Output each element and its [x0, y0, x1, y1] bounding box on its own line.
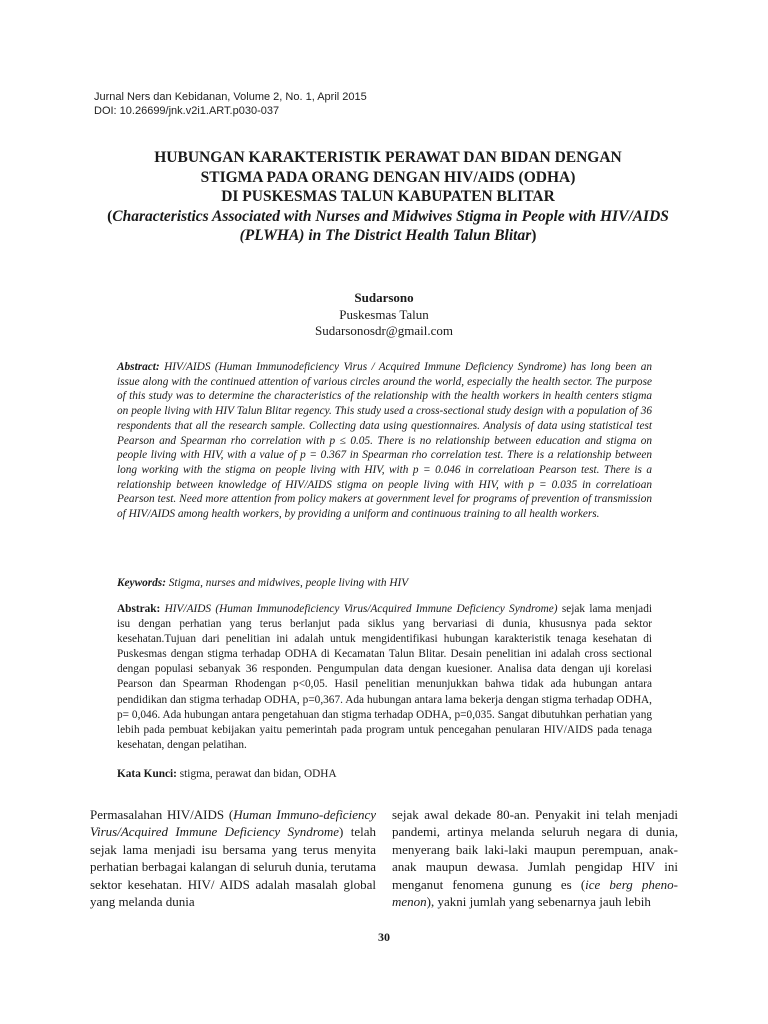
abstract-id-italic: HIV/AIDS (Human Immunodeficiency Virus/Acquired Immune Deficiency Syndrome): [164, 603, 558, 615]
title-en-open: (: [107, 207, 113, 225]
title-en-text: Characteristics Associated with Nurses and Midwives Stigma in People with HIV/AIDS (PLWHA) in The District Health Talun Blitar: [112, 207, 669, 244]
abstract-en-label: Abstract:: [117, 361, 160, 373]
journal-doi: DOI: 10.26699/jnk.v2i1.ART.p030-037: [94, 105, 280, 117]
keywords-id-label: Kata Kunci:: [117, 768, 177, 780]
body-left-italic-1: Human Immuno-deficiency Virus/Acquired Immune Deficiency Syndrome: [90, 807, 377, 840]
body-column-right: [392, 806, 678, 910]
title-id-line-1: HUBUNGAN KARAKTERISTIK PERAWAT DAN BIDAN DENGAN: [154, 149, 622, 166]
author-name: Sudarsono: [354, 290, 414, 305]
title-id-line-2: STIGMA PADA ORANG DENGAN HIV/AIDS (ODHA): [200, 168, 576, 186]
abstract-id-label: Abstrak:: [117, 603, 161, 615]
author-affiliation: Puskesmas Talun: [339, 306, 429, 322]
keywords-en-label: Keywords:: [117, 577, 166, 589]
keywords-indonesian: [117, 767, 652, 782]
article-title: [80, 148, 696, 246]
title-en-close: ): [531, 227, 537, 244]
title-id-line-3: DI PUSKESMAS TALUN KABUPATEN BLITAR: [221, 188, 555, 205]
author-block: [0, 290, 768, 340]
title-en: [80, 207, 696, 246]
body-right-part-1: sejak awal dekade 80-an. Penyakit ini telah menjadi pandemi, artinya melanda seluruh negara di dunia, menyerang baik laki-laki maupun perempuan, anak-anak maupun dewasa. Jumlah pengidap HIV ini menganut fenomena gunung es (: [392, 807, 678, 892]
journal-citation: Jurnal Ners dan Kebidanan, Volume 2, No. 1, April 2015: [94, 91, 367, 103]
keywords-english: [117, 576, 652, 591]
keywords-en-text: Stigma, nurses and midwives, people living with HIV: [168, 577, 409, 589]
keywords-id-text: stigma, perawat dan bidan, ODHA: [179, 768, 337, 780]
body-column-left: [90, 806, 376, 910]
journal-header: [94, 90, 367, 118]
abstract-en-text: HIV/AIDS (Human Immunodeficiency Virus / Acquired Immune Deficiency Syndrome) has long been an issue along with the continued attention of various circles around the world, especially the health sector. The purpose of this study was to determine the characteristics of the relationship with the health workers in health centers stigma on people living with HIV Talun Blitar regency. This study used a cross-sectional study design with a population of 36 respondents that all the research sample. Collecting data using questionnaires. Analysis of data using statistical test Pearson and Spearman rho correlation with p ≤ 0.05. There is no relationship between education and stigma on people living with HIV, with a value of p = 0.367 in Spearman rho correlation test. There is a relationship between long working with the stigma on people living with HIV, with p = 0.046 in correlatioan Pearson test. There is a relationship between knowledge of HIV/AIDS stigma on people living with HIV, with p = 0.035 in correlatioan Pearson test. Need more attention from policy makers at government level for programs of prevention of transmission of HIV/AIDS among health workers, by providing a uniform and continuous training to all health workers.: [117, 361, 652, 521]
abstract-id-text: sejak lama menjadi isu dengan perhatian yang terus berlanjut pada siklus yang bervariasi di dunia, khususnya pada sektor kesehatan.Tujuan dari penelitian ini adalah untuk mengidentifikasi hubungan karakteristik tenaga kesehatan di Puskesmas dengan stigma terhadap ODHA di Kecamatan Talun Blitar. Desain penelitian ini adalah cross sectional dengan populasi sebanyak 36 responden. Pengumpulan data dengan kuesioner. Analisa data dengan uji korelasi Pearson dan Spearman Rhodengan p<0,05. Hasil penelitian menunjukkan bahwa tidak ada hubungan antara pendidikan dan stigma terhadap ODHA, p=0,367. Ada hubungan antara lama bekerja dengan stigma terhadap ODHA, p= 0,046. Ada hubungan antara pengetahuan dan stigma terhadap ODHA, p=0,035. Sangat dibutuhkan perhatian yang lebih pada pembuat kebijakan yaitu pemerintah pada program untuk pencegahan penularan HIV/AIDS pada tenaga kesehatan, dengan pelatihan.: [117, 603, 652, 751]
body-right-italic-1: ice berg pheno-menon: [392, 876, 678, 910]
abstract-english: [117, 360, 652, 522]
abstract-indonesian: [117, 602, 652, 753]
body-left-part-2: ) telah sejak lama menjadi isu bersama yang terus menyita perhatian berbagai kalangan di seluruh dunia, terutama sektor kesehatan. HIV/ AIDS adalah masalah global yang melanda dunia: [90, 824, 376, 910]
page-number: 30: [378, 930, 390, 944]
author-email: Sudarsonosdr@gmail.com: [315, 323, 453, 338]
body-left-part-1: Permasalahan HIV/AIDS (: [90, 807, 234, 822]
body-right-part-2: ), yakni jumlah yang sebenarnya jauh lebih: [426, 894, 651, 910]
